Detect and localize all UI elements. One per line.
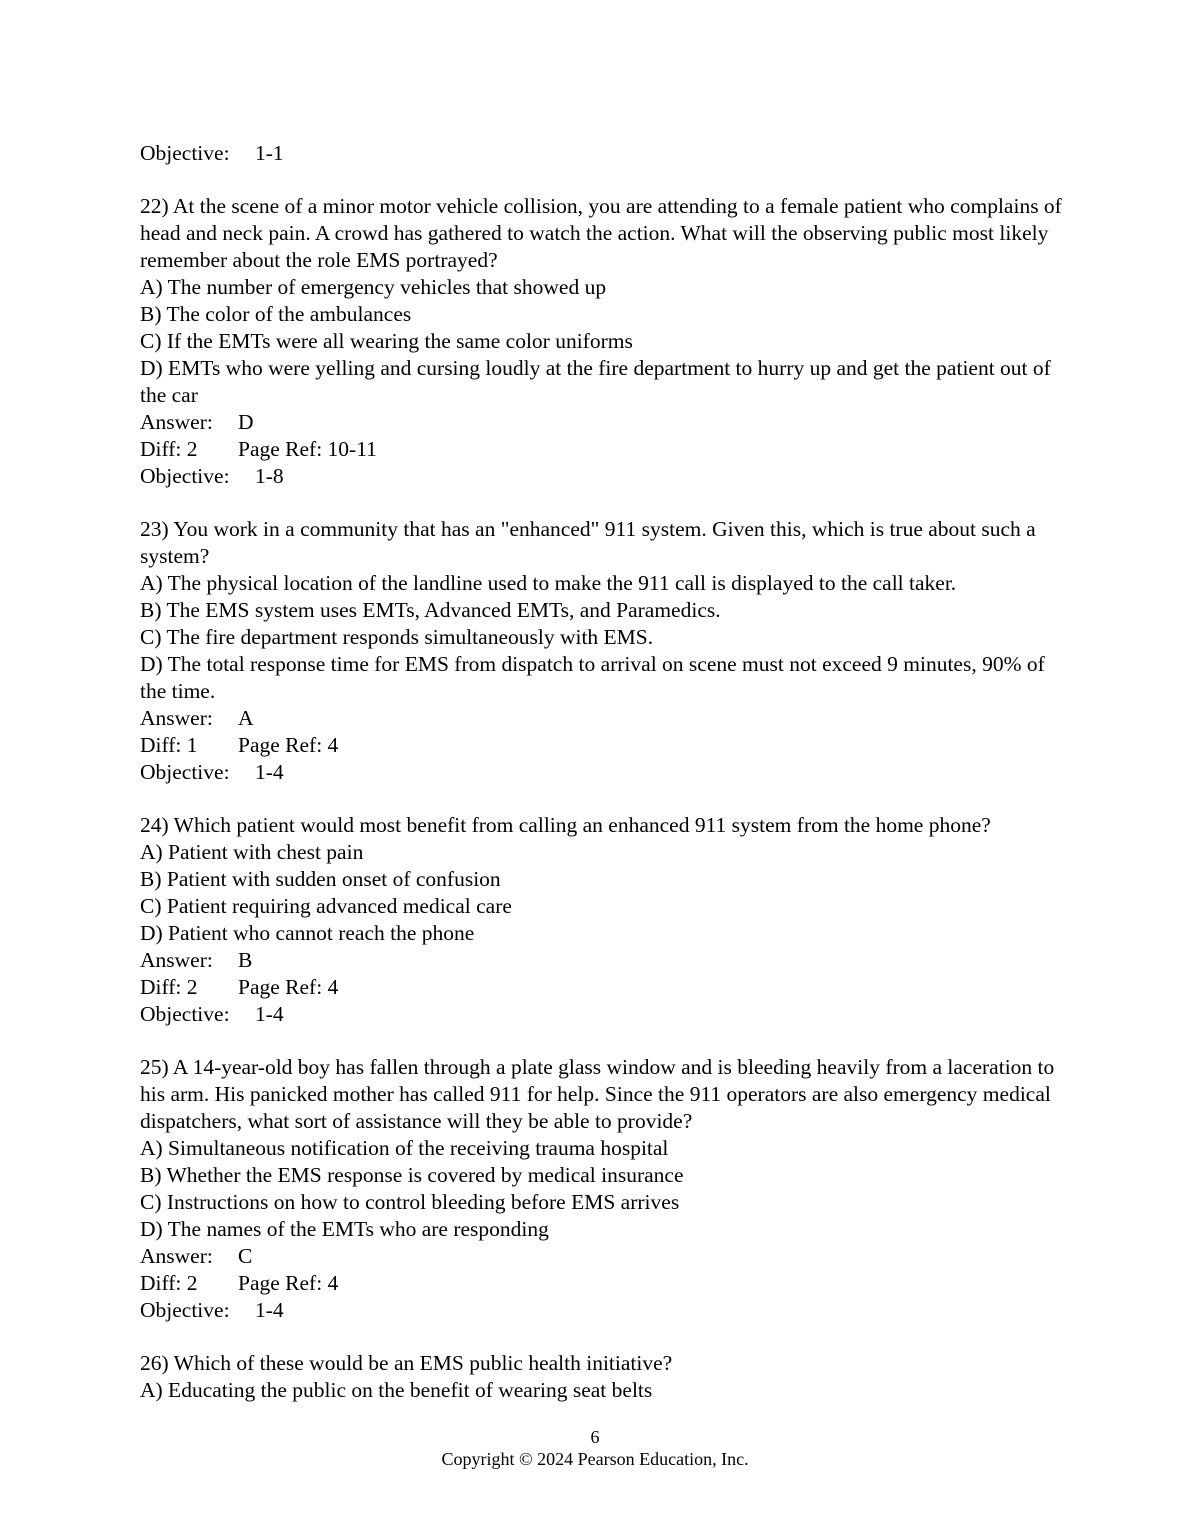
objective-label: Objective: — [140, 760, 230, 784]
answer-option: B) Patient with sudden onset of confusion — [140, 867, 501, 891]
answer-option: D) The names of the EMTs who are responding — [140, 1217, 549, 1241]
objective-line — [140, 140, 1065, 167]
difficulty-label: Diff: 2 — [140, 437, 198, 461]
objective-label: Objective: — [140, 464, 230, 488]
page-content — [140, 140, 1065, 1404]
question-stem: 26) Which of these would be an EMS public health initiative? — [140, 1351, 673, 1375]
answer-label: Answer: — [140, 1244, 213, 1268]
objective-label: Objective: — [140, 1298, 230, 1322]
difficulty-label: Diff: 1 — [140, 733, 198, 757]
objective-value: 1-8 — [255, 464, 284, 488]
objective-value: 1-1 — [255, 141, 284, 165]
objective-value: 1-4 — [255, 1002, 284, 1026]
difficulty-line — [140, 732, 1065, 759]
objective-value: 1-4 — [255, 1298, 284, 1322]
question-block — [140, 812, 1065, 1028]
question-block — [140, 516, 1065, 786]
answer-option: A) Educating the public on the benefit of wearing seat belts — [140, 1378, 653, 1402]
answer-option: A) The number of emergency vehicles that showed up — [140, 275, 607, 299]
answer-option: C) If the EMTs were all wearing the same color uniforms — [140, 329, 633, 353]
question-block — [140, 1054, 1065, 1324]
answer-option: B) Whether the EMS response is covered by medical insurance — [140, 1163, 684, 1187]
answer-option: D) EMTs who were yelling and cursing loudly at the fire department to hurry up and get the patient out of the car — [140, 356, 1051, 407]
difficulty-label: Diff: 2 — [140, 975, 198, 999]
answer-option: B) The EMS system uses EMTs, Advanced EMTs, and Paramedics. — [140, 598, 721, 622]
question-block — [140, 1350, 1065, 1404]
difficulty-label: Diff: 2 — [140, 1271, 198, 1295]
objective-line — [140, 1001, 1065, 1028]
answer-value: B — [238, 948, 253, 972]
objective-line — [140, 759, 1065, 786]
objective-label: Objective: — [140, 141, 230, 165]
answer-value: C — [238, 1244, 253, 1268]
answer-option: C) Patient requiring advanced medical care — [140, 894, 512, 918]
answer-option: A) Simultaneous notification of the receiving trauma hospital — [140, 1136, 669, 1160]
answer-value: A — [238, 706, 254, 730]
page-ref: Page Ref: 4 — [238, 975, 339, 999]
answer-value: D — [238, 410, 254, 434]
question-stem: 22) At the scene of a minor motor vehicle collision, you are attending to a female patient who complains of head and neck pain. A crowd has gathered to watch the action. What will the observing public most likely remember about the role EMS portrayed? — [140, 194, 1062, 272]
objective-value: 1-4 — [255, 760, 284, 784]
answer-option: A) Patient with chest pain — [140, 840, 364, 864]
question-stem: 23) You work in a community that has an "enhanced" 911 system. Given this, which is true about such a system? — [140, 517, 1036, 568]
question-stem: 24) Which patient would most benefit from calling an enhanced 911 system from the home phone? — [140, 813, 991, 837]
objective-line — [140, 463, 1065, 490]
page-ref: Page Ref: 4 — [238, 1271, 339, 1295]
answer-label: Answer: — [140, 410, 213, 434]
answer-option: A) The physical location of the landline used to make the 911 call is displayed to the call taker. — [140, 571, 957, 595]
answer-label: Answer: — [140, 948, 213, 972]
objective-label: Objective: — [140, 1002, 230, 1026]
answer-line — [140, 947, 1065, 974]
copyright-notice: Copyright © 2024 Pearson Education, Inc. — [441, 1449, 749, 1469]
page-number: 6 — [590, 1427, 600, 1447]
answer-line — [140, 1243, 1065, 1270]
difficulty-line — [140, 1270, 1065, 1297]
answer-option: B) The color of the ambulances — [140, 302, 412, 326]
objective-line — [140, 1297, 1065, 1324]
page-ref: Page Ref: 10-11 — [238, 437, 377, 461]
question-block — [140, 193, 1065, 490]
answer-option: D) The total response time for EMS from dispatch to arrival on scene must not exceed 9 minutes, 90% of the time. — [140, 652, 1045, 703]
difficulty-line — [140, 974, 1065, 1001]
answer-option: C) Instructions on how to control bleeding before EMS arrives — [140, 1190, 680, 1214]
answer-label: Answer: — [140, 706, 213, 730]
difficulty-line — [140, 436, 1065, 463]
page-ref: Page Ref: 4 — [238, 733, 339, 757]
answer-line — [140, 409, 1065, 436]
question-stem: 25) A 14-year-old boy has fallen through a plate glass window and is bleeding heavily from a laceration to his arm. His panicked mother has called 911 for help. Since the 911 operators are also emergency medical dispatchers, what sort of assistance will they be able to provide? — [140, 1055, 1055, 1133]
answer-option: C) The fire department responds simultaneously with EMS. — [140, 625, 654, 649]
answer-line — [140, 705, 1065, 732]
answer-option: D) Patient who cannot reach the phone — [140, 921, 475, 945]
